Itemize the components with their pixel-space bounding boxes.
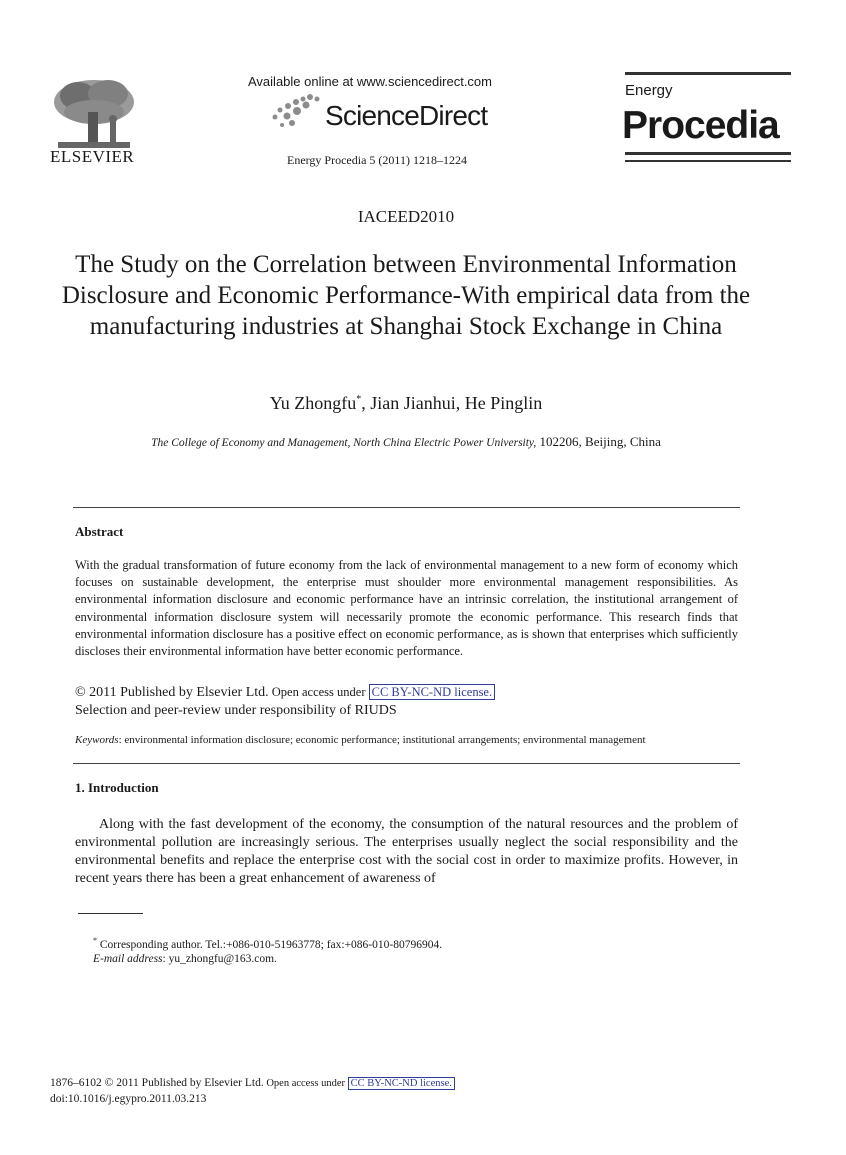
footer-open-access-text: Open access under bbox=[263, 1078, 348, 1089]
footnote-mark: * bbox=[93, 936, 97, 945]
journal-logo-energy: Energy bbox=[625, 82, 673, 99]
sciencedirect-wordmark: ScienceDirect bbox=[325, 100, 488, 131]
open-access-text: Open access under bbox=[268, 685, 369, 699]
section-heading-introduction: 1. Introduction bbox=[75, 780, 159, 795]
affiliation-location: 102206, Beijing, China bbox=[536, 434, 661, 449]
footnote-corresponding-text: Corresponding author. Tel.:+086-010-51963778; fax:+086-010-80796904. bbox=[97, 938, 443, 951]
keywords-label: Keywords bbox=[75, 734, 119, 746]
paper-title: The Study on the Correlation between Environmental Information Disclosure and Economic Performance-With empirical data from the manufacturing industries at Shanghai Stock Exchange in China bbox=[61, 251, 751, 340]
available-online-text: Available online at www.sciencedirect.com bbox=[248, 74, 492, 89]
abstract-top-rule bbox=[73, 507, 740, 508]
corresponding-mark: * bbox=[356, 394, 362, 405]
copyright-line bbox=[75, 685, 495, 701]
author-rest: , Jian Jianhui, He Pinglin bbox=[361, 393, 543, 413]
keywords-line bbox=[75, 734, 646, 746]
elsevier-wordmark: ELSEVIER bbox=[50, 147, 135, 166]
journal-logo-rule-top bbox=[625, 72, 791, 75]
abstract-text: With the gradual transformation of future economy from the lack of environmental management to a new form of economy which focuses on sustainable development, the enterprise must shoulder more environmental management responsibilities. As environmental information disclosure and economic performance have an intrinsic correlation, the institutional arrangement of environmental information disclosure system will necessarily promote the economic performance. This research finds that environmental information disclosure has a positive effect on economic performance, as is shown that enterprises which sufficiently discloses their environmental information have better economic performance. bbox=[75, 558, 738, 659]
author-first: Yu Zhongfu bbox=[269, 393, 357, 413]
peer-review-line: Selection and peer-review under responsibility of RIUDS bbox=[75, 703, 397, 718]
footnote-corresponding bbox=[93, 936, 442, 951]
footnote-email bbox=[93, 953, 277, 965]
conference-name: IACEED2010 bbox=[357, 207, 455, 226]
journal-citation: Energy Procedia 5 (2011) 1218–1224 bbox=[287, 153, 467, 167]
copyright-text: © 2011 Published by Elsevier Ltd. bbox=[75, 685, 269, 700]
author-list bbox=[0, 393, 812, 414]
journal-logo-rule-bottom bbox=[625, 160, 791, 162]
footer-issn-text: 1876–6102 © 2011 Published by Elsevier Ltd. bbox=[50, 1077, 264, 1089]
footnote-rule bbox=[78, 913, 143, 914]
footnote-email-label: E-mail address bbox=[93, 953, 163, 965]
page-footer-issn bbox=[50, 1077, 455, 1089]
affiliation-institution: The College of Economy and Management, North China Electric Power University, bbox=[151, 437, 537, 449]
sciencedirect-dots-icon bbox=[270, 93, 322, 129]
affiliation bbox=[0, 434, 812, 450]
introduction-paragraph: Along with the fast development of the economy, the consumption of the natural resources and the problem of environmental pollution are increasingly serious. The enterprises usually neglect the social responsibility and the environmental benefits and replace the enterprise cost with the social cost in order to maximize profits. However, in recent years there has been a great enhancement of awareness of bbox=[75, 817, 738, 886]
keywords-text: : environmental information disclosure; economic performance; institutional arrangements; environmental management bbox=[118, 734, 646, 746]
abstract-heading: Abstract bbox=[75, 524, 124, 539]
journal-logo-procedia: Procedia bbox=[622, 104, 779, 147]
abstract-bottom-rule bbox=[73, 763, 740, 764]
license-link[interactable]: CC BY-NC-ND license. bbox=[369, 684, 495, 700]
footnote-email-value: : yu_zhongfu@163.com. bbox=[162, 953, 277, 965]
page-footer-doi: doi:10.1016/j.egypro.2011.03.213 bbox=[50, 1093, 207, 1105]
journal-logo-rule-mid bbox=[625, 152, 791, 155]
footer-license-link[interactable]: CC BY-NC-ND license. bbox=[348, 1077, 455, 1090]
